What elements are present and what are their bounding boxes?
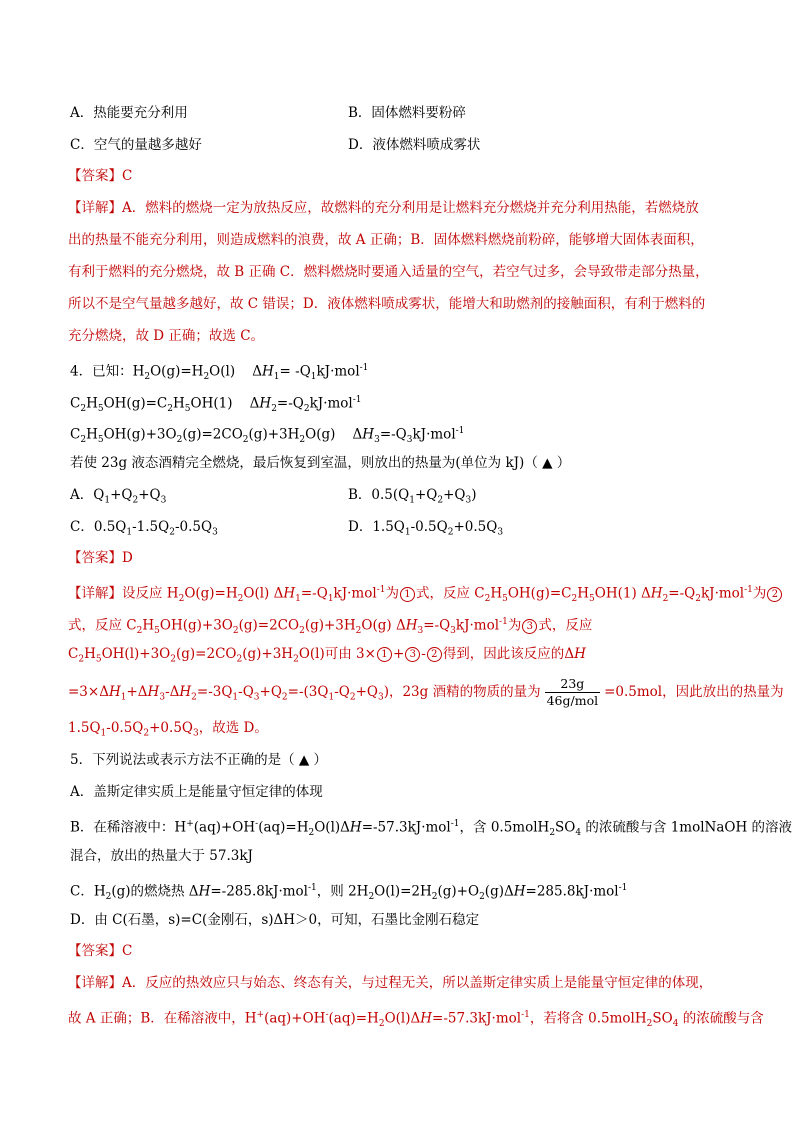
detail-line: 故 A 正确；B．在稀溶液中，$H^+(aq)+OH^-(aq)=H_2O(l)\Delta H=-57.3kJ\cdot mol^{-1}$，若将含 $0.5molH_2SO_4$ 的浓硫酸与含 (68, 1010, 764, 1030)
detail-line: 所以不是空气量越多越好，故 C 错误；D．液体燃料喷成雾状，能增大和助燃剂的接触面积，有利于燃料的 (68, 296, 706, 312)
option-b-continued: 混合，放出的热量大于 57.3kJ (70, 848, 253, 864)
detail-text: 得到，因此该反应的 (442, 646, 565, 662)
detail-line: $1.5Q_1-0.5Q_2+0.5Q_3$，故选 D。 (68, 720, 268, 739)
detail-text: ，故选 D。 (198, 720, 268, 736)
answer-label: 【答案】C (68, 168, 133, 184)
option-b: B．$0.5(Q_1+Q_2+Q_3)$ (348, 487, 477, 506)
circled-3: 3 (522, 619, 537, 634)
option-d: D．由 C(石墨，s)=C(金刚石，s)ΔH＞0，可知，石墨比金刚石稳定 (70, 912, 480, 928)
option-c: C．$H_2(g)$的燃烧热 ΔH=-285.8kJ·mol$^{-1}$，则 $2H_2O(l)=2H_2(g)+O_2(g)\Delta H=285.8kJ\cdot mol^{-1}$ (70, 883, 628, 903)
circled-2: 2 (427, 647, 442, 662)
circled-3: 3 (405, 647, 420, 662)
option-d: D．$1.5Q_1-0.5Q_2+0.5Q_3$ (348, 519, 504, 538)
detail-line (68, 198, 699, 218)
detail-line: 充分燃烧，故 D 正确；故选 C。 (68, 328, 265, 344)
option-d: D．液体燃料喷成雾状 (348, 137, 481, 153)
detail-text: 式， (538, 617, 566, 634)
question-number: 4．已知： (70, 363, 133, 380)
equation-3: $C_2H_5OH(g)+3O_2(g)=2CO_2(g)+3H_2O(g)$ $\Delta H_3=-Q_3kJ\cdot mol^{-1}$ (70, 426, 465, 446)
detail-line: 出的热量不能充分利用，则造成燃料的浪费，故 A 正确；B．固体燃料燃烧前粉碎，能够增大固体表面积， (68, 232, 704, 248)
detail-line: 有利于燃料的充分燃烧，故 B 正确 C．燃料燃烧时要通入适量的空气，若空气过多，会导致带走部分热量， (68, 264, 709, 280)
detail-line: 式，反应 $C_2H_5OH(g)+3O_2(g)=2CO_2(g)+3H_2O(g)$ $\Delta H_3=-Q_3kJ\cdot mol^{-1}$为 3 式，反应 (68, 617, 593, 637)
detail-text: 的浓硫酸与含 (682, 1010, 764, 1027)
detail-text: 反应 (565, 617, 593, 634)
answer-label: 【答案】C (68, 943, 133, 959)
detail-text: 设反应 (122, 585, 163, 602)
detail-text: ，若将含 0.5molH (529, 1010, 647, 1027)
detail-line (68, 973, 712, 993)
detail-text: 为 (385, 585, 399, 602)
circled-2: 2 (767, 587, 782, 602)
circled-1: 1 (377, 647, 392, 662)
circled-1: 1 (400, 587, 415, 602)
detail-text: 故 A 正确；B．在稀溶液中，H (68, 1010, 257, 1027)
option-b: B．在稀溶液中：$H^+(aq)+OH^-(aq)=H_2O(l)\Delta H=-57.3kJ\cdot mol^{-1}$，含 $0.5molH_2SO_4$ 的浓硫酸与含 1molNaOH 的溶液 (70, 819, 793, 839)
option-a: A．$Q_1+Q_2+Q_3$ (70, 487, 167, 506)
detail-line: 【详解】设反应 $H_2O(g)=H_2O(l)$ $\Delta H_1=-Q_1kJ\cdot mol^{-1}$为 1 式，反应 $C_2H_5OH(g)=C_2H_5OH(1)$ $\Delta H_2=-Q_2kJ\cdot mol^{-1}$为 2 (68, 580, 783, 609)
detail-line: $C_2H_5OH(l)+3O_2(g)=2CO_2(g)+3H_2O(l)$可由 3× 1 + 3 - 2 得到，因此该反应的ΔH (68, 646, 586, 665)
detail-label: 【详解】 (68, 975, 122, 991)
option-a: A．盖斯定律实质上是能量守恒定律的体现 (70, 784, 323, 800)
fraction-denominator: 46g/mol (546, 693, 599, 708)
detail-text: 可由 3× (324, 646, 376, 662)
question-4-ask: 若使 23g 液态酒精完全燃烧，最后恢复到室温，则放出的热量为(单位为 kJ)（ ▲ ） (70, 455, 571, 471)
detail-text: A．燃料的燃烧一定为放热反应，故燃料的充分利用是让燃料充分燃烧并充分利用热能，若燃烧放 (122, 200, 699, 216)
option-c: C．空气的量越多越好 (70, 137, 202, 153)
fraction (545, 676, 601, 709)
detail-label: 【详解】 (68, 585, 122, 602)
detail-label: 【详解】 (68, 200, 122, 216)
detail-text: 23g 酒精的物质的量为 (402, 684, 541, 700)
option-b: B．固体燃料要粉碎 (348, 105, 466, 121)
question-4-stem: 4．已知：$H_2O(g)=H_2O(l)$ $\Delta H_1= -Q_1kJ\cdot mol^{-1}$ (70, 363, 369, 383)
fraction-numerator: 23g (545, 676, 601, 693)
answer-label: 【答案】D (68, 550, 133, 566)
detail-line: $=3\times\Delta H_1+\Delta H_3-\Delta H_2=-3Q_1-Q_3+Q_2=-(3Q_1-Q_2+Q_3)$，23g 酒精的物质的量为 $\frac{23g}{\text{46g/mol}}$ =0.5mol，因此放出的热量为 (68, 676, 784, 708)
option-a: A．热能要充分利用 (70, 105, 188, 121)
equation-2: $C_2H_5OH(g)=C_2H_5OH(1)$ $\Delta H_2=-Q_2kJ\cdot mol^{-1}$ (70, 395, 362, 415)
option-c: C．$0.5Q_1-1.5Q_2-0.5Q_3$ (70, 519, 218, 538)
question-5-stem: 5．下列说法或表示方法不正确的是（ ▲ ） (70, 752, 328, 768)
detail-text: =0.5mol，因此放出的热量为 (604, 684, 784, 700)
detail-text: A．反应的热效应只与始态、终态有关，与过程无关，所以盖斯定律实质上是能量守恒定律的体现， (122, 975, 713, 991)
